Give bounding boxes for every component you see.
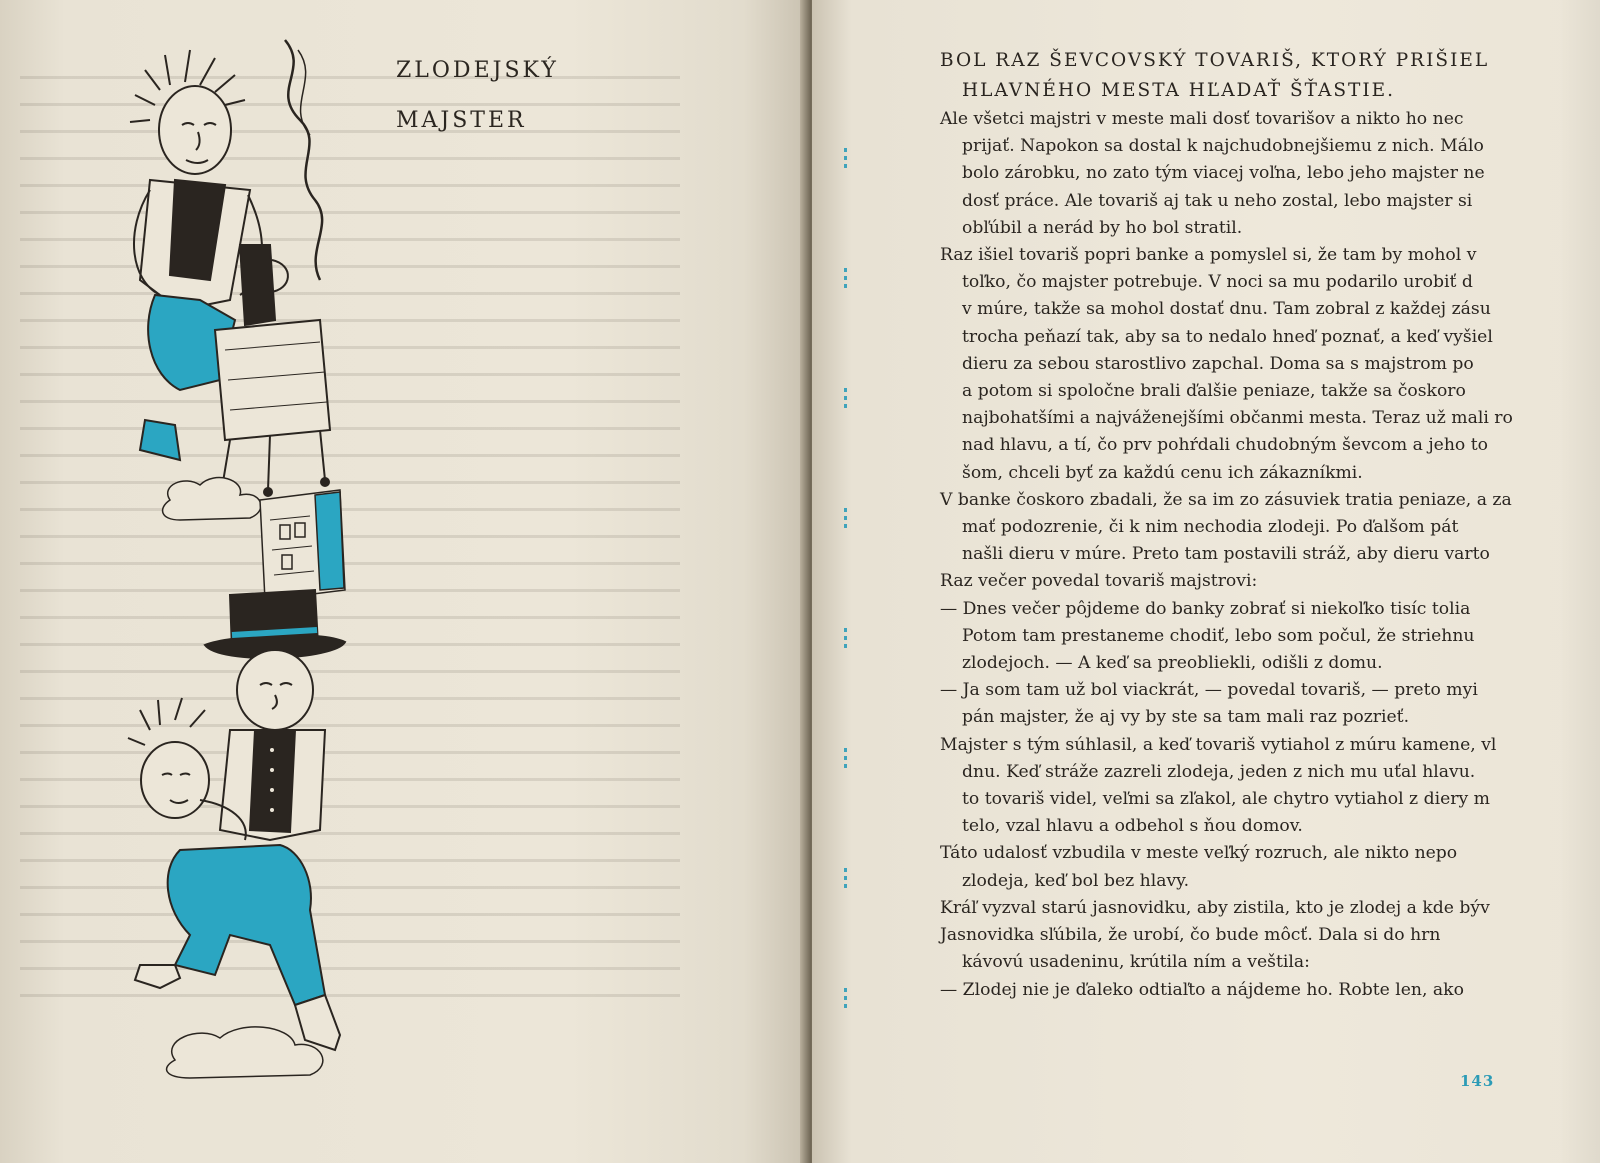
text-line: Kráľ vyzval starú jasnovidku, aby zistila, kto je zlodej a kde býv	[940, 897, 1490, 918]
text-line: Táto udalosť vzbudila v meste veľký rozruch, ale nikto nepo	[940, 843, 1458, 864]
heading-line-1: BOL RAZ ŠEVCOVSKÝ TOVARIŠ, KTORÝ PRIŠIEL	[940, 50, 1490, 71]
margin-mark	[844, 148, 847, 170]
text-line: Potom tam prestaneme chodiť, lebo som počul, že striehnu	[962, 625, 1475, 646]
text-line: Raz večer povedal tovariš majstrovi:	[940, 571, 1258, 592]
text-line: nad hlavu, a tí, čo prv pohŕdali chudobným ševcom a jeho to	[962, 435, 1488, 456]
text-line: našli dieru v múre. Preto tam postavili stráž, aby dieru varto	[962, 544, 1490, 565]
story-title-line-2: MAJSTER	[396, 108, 527, 133]
page-number: 143	[1460, 1072, 1495, 1090]
text-line: bolo zárobku, no zato tým viacej voľna, lebo jeho majster ne	[962, 163, 1485, 184]
text-line: šom, chceli byť za každú cenu ich zákazníkmi.	[962, 462, 1363, 483]
story-paragraph	[940, 977, 1580, 1004]
margin-mark	[844, 988, 847, 1010]
story-paragraph	[940, 840, 1580, 894]
heading-line-2: HLAVNÉHO MESTA HĽADAŤ ŠŤASTIE.	[962, 80, 1396, 101]
text-line: Jasnovidka sľúbila, že urobí, čo bude môcť. Dala si do hrn	[940, 925, 1441, 946]
story-paragraph	[940, 677, 1580, 731]
story-paragraph	[940, 242, 1580, 487]
text-line: a potom si spoločne brali ďalšie peniaze, takže sa čoskoro	[962, 381, 1466, 402]
text-line: v múre, takže sa mohol dostať dnu. Tam zobral z každej zásu	[962, 299, 1491, 320]
text-line: Ale všetci majstri v meste mali dosť tovarišov a nikto ho nec	[940, 109, 1464, 129]
text-line: obľúbil a nerád by ho bol stratil.	[962, 217, 1243, 238]
margin-mark	[844, 748, 847, 770]
story-opening-heading	[940, 46, 1580, 106]
story-title-line-1: ZLODEJSKÝ	[396, 58, 559, 83]
text-line: kávovú usadeninu, krútila ním a veštila:	[962, 952, 1310, 973]
text-line: zlodejoch. — A keď sa preobliekli, odišli z domu.	[962, 653, 1383, 674]
text-line: dosť práce. Ale tovariš aj tak u neho zostal, lebo majster si	[962, 190, 1473, 211]
story-paragraph	[940, 487, 1580, 569]
text-line: pán majster, že aj vy by ste sa tam mali raz pozrieť.	[962, 707, 1410, 728]
text-line: V banke čoskoro zbadali, že sa im zo zásuviek tratia peniaze, a za	[940, 489, 1512, 510]
text-line: dieru za sebou starostlivo zapchal. Doma sa s majstrom po	[962, 353, 1474, 374]
margin-marks	[840, 140, 852, 1040]
text-line: Raz išiel tovariš popri banke a pomyslel si, že tam by mohol v	[940, 245, 1477, 266]
margin-mark	[844, 868, 847, 890]
story-paragraph	[940, 922, 1580, 976]
text-line: — Zlodej nie je ďaleko odtiaľto a nájdeme ho. Robte len, ako	[940, 979, 1464, 1000]
text-line: zlodeja, keď bol bez hlavy.	[962, 870, 1190, 891]
margin-mark	[844, 508, 847, 530]
text-line: toľko, čo majster potrebuje. V noci sa mu podarilo urobiť d	[962, 272, 1473, 293]
text-line: najbohatšími a najváženejšími občanmi mesta. Teraz už mali ro	[962, 408, 1513, 429]
story-text	[940, 46, 1580, 1004]
text-line: dnu. Keď stráže zazreli zlodeja, jeden z nich mu uťal hlavu.	[962, 761, 1476, 782]
text-line: to tovariš videl, veľmi sa zľakol, ale chytro vytiahol z diery m	[962, 789, 1490, 810]
text-line: — Dnes večer pôjdeme do banky zobrať si niekoľko tisíc tolia	[940, 598, 1471, 619]
margin-mark	[844, 628, 847, 650]
story-paragraph	[940, 732, 1580, 841]
margin-mark	[844, 268, 847, 290]
story-paragraph	[940, 568, 1580, 595]
text-line: mať podozrenie, či k nim nechodia zlodeji. Po ďalšom pát	[962, 517, 1459, 538]
text-line: prijať. Napokon sa dostal k najchudobnejšiemu z nich. Málo	[962, 136, 1484, 157]
story-paragraph	[940, 106, 1580, 242]
story-paragraph	[940, 596, 1580, 678]
storybook-illustration-icon	[120, 30, 370, 1110]
text-line: trocha peňazí tak, aby sa to nedalo hneď poznať, a keď vyšiel	[962, 326, 1493, 347]
story-paragraph	[940, 895, 1580, 922]
text-line: Majster s tým súhlasil, a keď tovariš vytiahol z múru kamene, vl	[940, 734, 1497, 755]
text-line: telo, vzal hlavu a odbehol s ňou domov.	[962, 816, 1303, 837]
margin-mark	[844, 388, 847, 410]
text-line: — Ja som tam už bol viackrát, — povedal tovariš, — preto myi	[940, 680, 1478, 701]
story-paragraphs	[940, 106, 1580, 1004]
